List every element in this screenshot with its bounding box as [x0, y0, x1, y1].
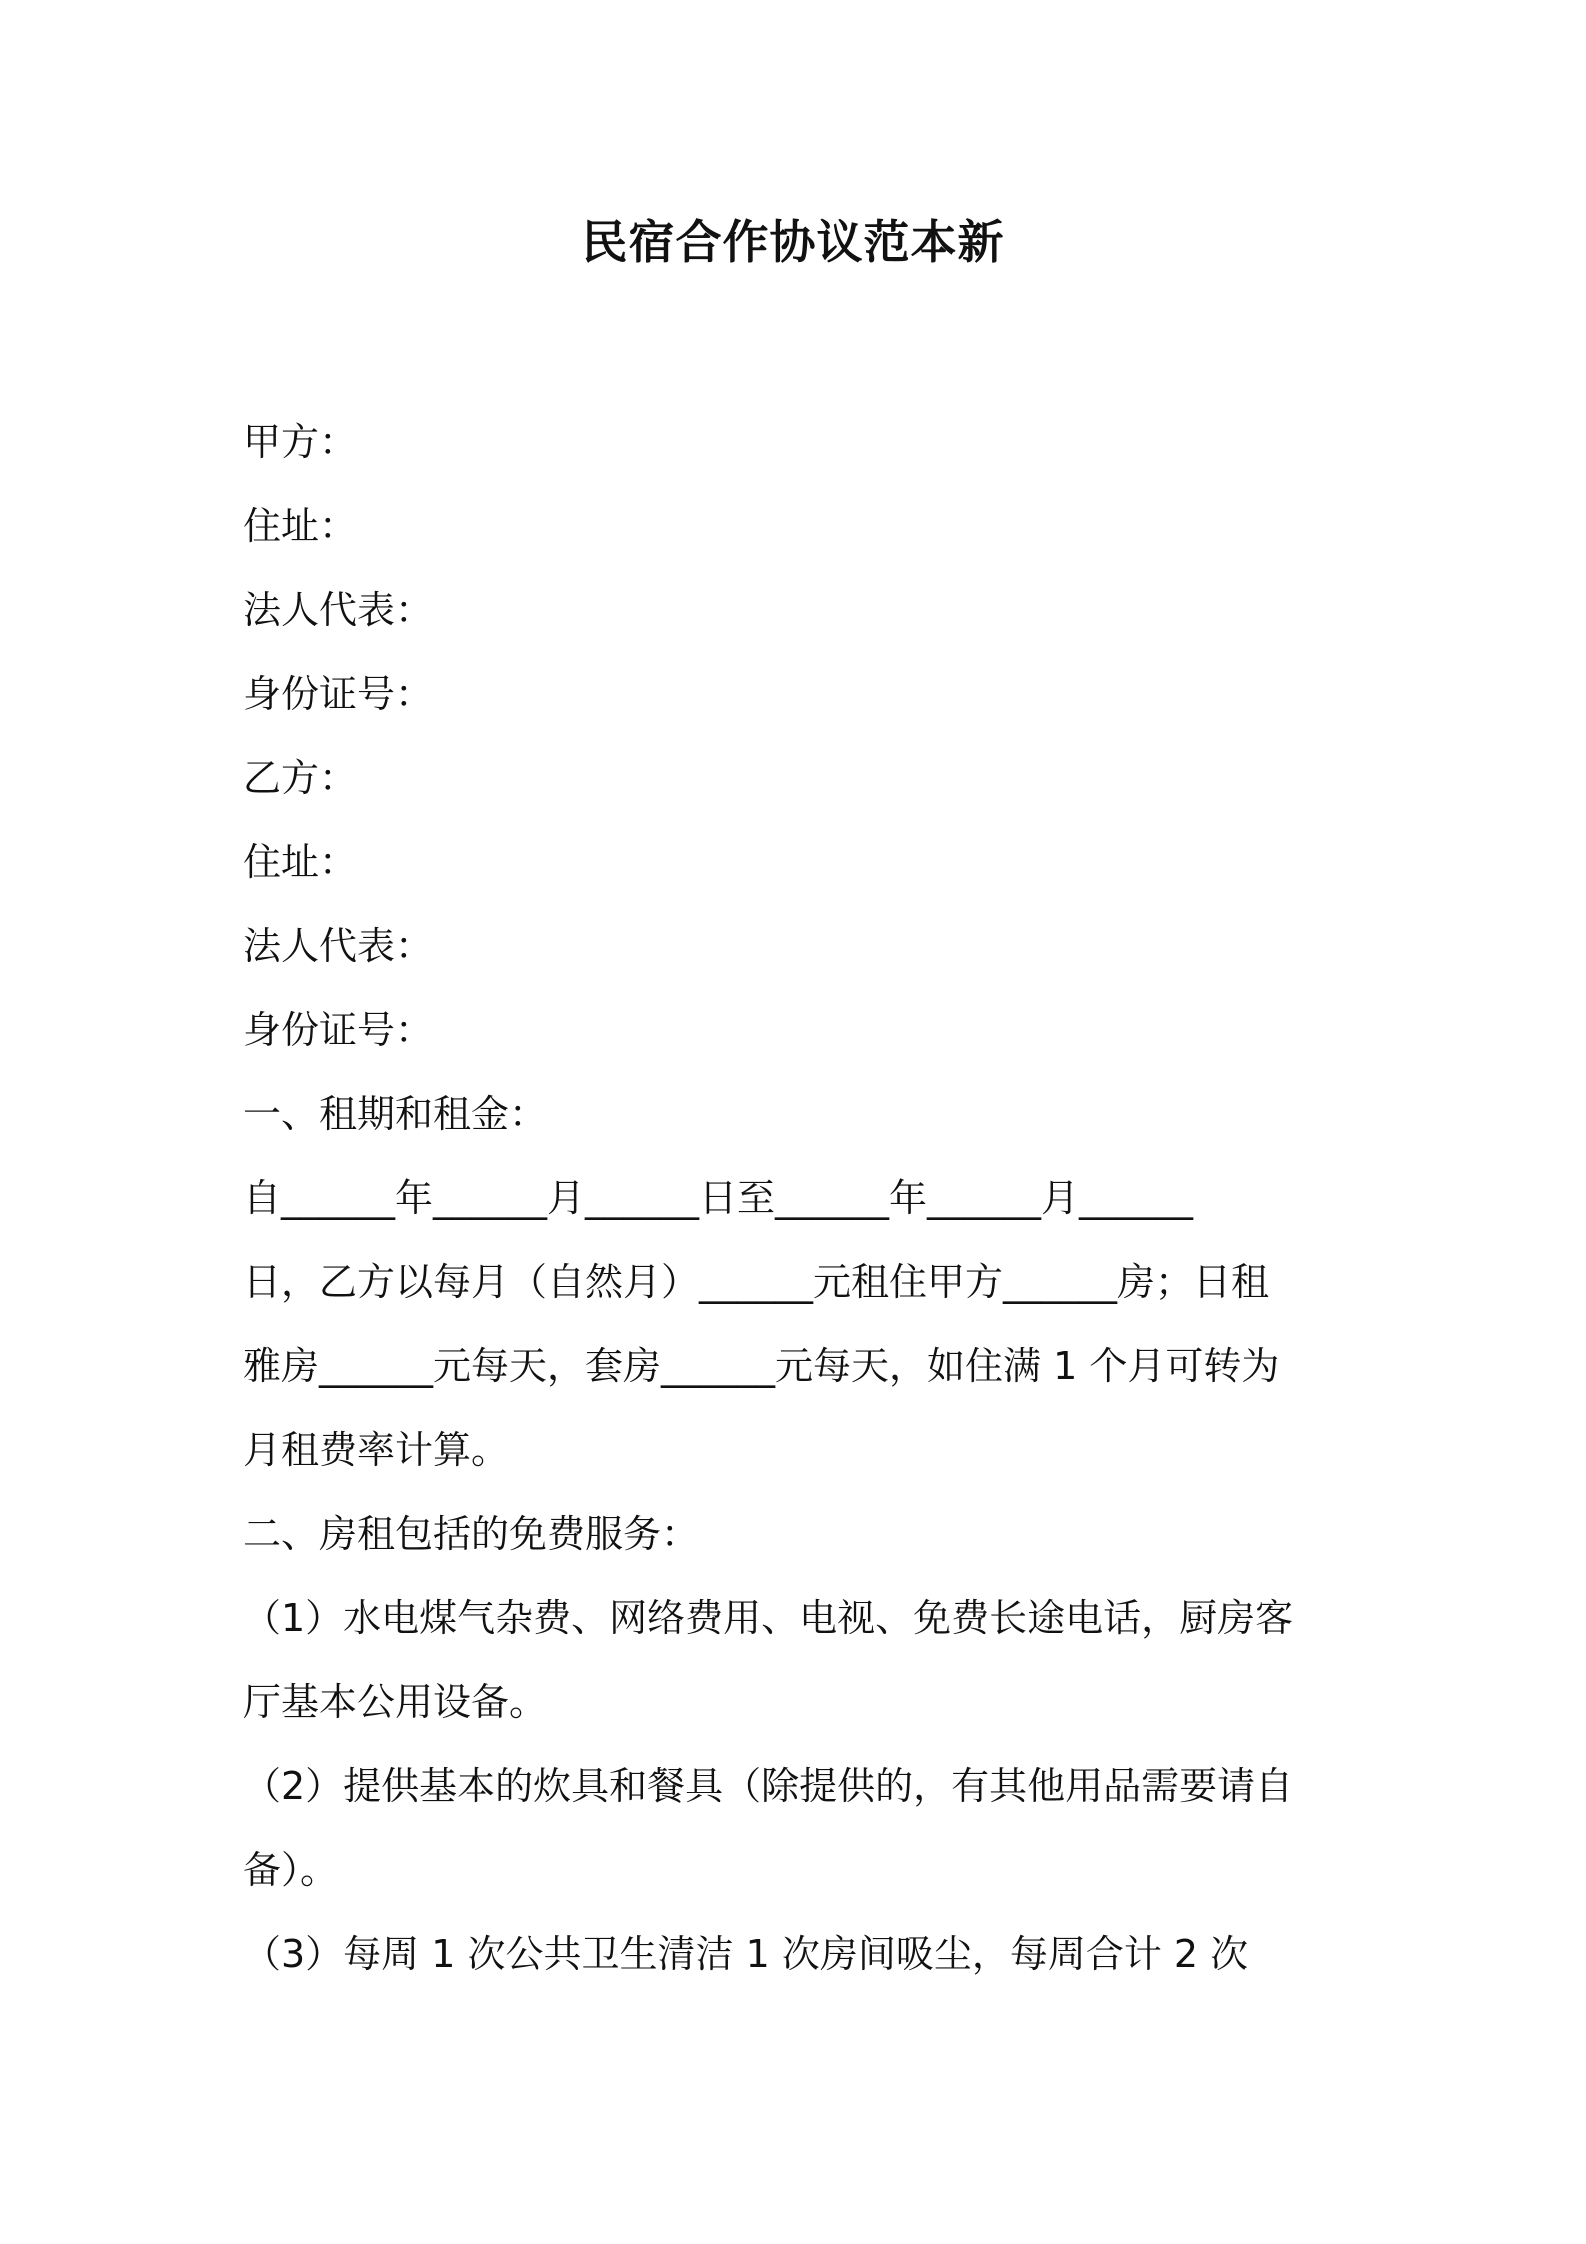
document-title: 民宿合作协议范本新 [581, 215, 1005, 269]
section-heading-free-services: 二、房租包括的免费服务： [243, 1512, 700, 1556]
section-heading-lease-rent: 一、租期和租金： [243, 1092, 548, 1136]
monthly-rate-line: 月租费率计算。 [243, 1428, 510, 1472]
service-item-2: （2）提供基本的炊具和餐具（除提供的，有其他用品需要请自 [243, 1764, 1294, 1808]
party-a-address-label: 住址： [243, 504, 358, 548]
service-item-2-continued: 备）。 [243, 1848, 339, 1892]
party-b-label: 乙方： [243, 756, 358, 800]
party-b-legal-rep-label: 法人代表： [243, 924, 434, 968]
lease-period-line: 自______年______月______日至______年______月______ [243, 1176, 1194, 1220]
daily-rent-line: 雅房______元每天，套房______元每天，如住满 1 个月可转为 [243, 1344, 1280, 1388]
service-item-1-continued: 厅基本公用设备。 [243, 1680, 548, 1724]
party-b-id-label: 身份证号： [243, 1008, 434, 1052]
party-b-address-label: 住址： [243, 840, 358, 884]
party-a-legal-rep-label: 法人代表： [243, 588, 434, 632]
service-item-3: （3）每周 1 次公共卫生清洁 1 次房间吸尘，每周合计 2 次 [243, 1932, 1249, 1976]
monthly-rent-line: 日，乙方以每月（自然月）______元租住甲方______房；日租 [243, 1260, 1270, 1304]
document-body [243, 400, 1353, 1996]
party-a-label: 甲方： [243, 420, 358, 464]
party-a-id-label: 身份证号： [243, 672, 434, 716]
service-item-1: （1）水电煤气杂费、网络费用、电视、免费长途电话，厨房客 [243, 1596, 1294, 1640]
